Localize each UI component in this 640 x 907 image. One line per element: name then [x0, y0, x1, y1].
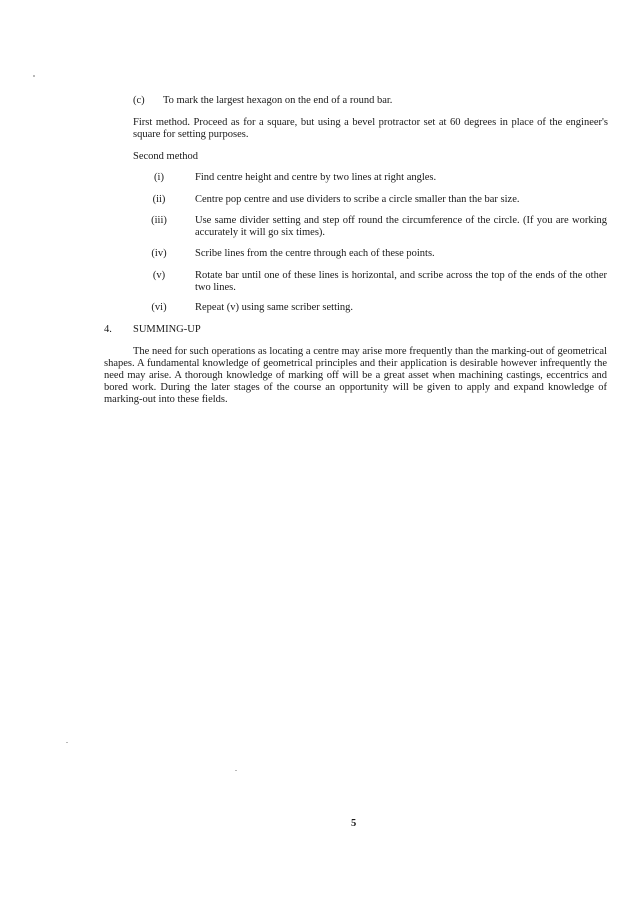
- summing-up-paragraph: The need for such operations as locating a centre may arise more frequently than the marking-out of geometrical shapes. A fundamental knowledge of geometrical principles and their application is desirable however infrequently the need may arise. A thorough knowledge of marking off will be a great asset when machining castings, eccentrics and bored work. During the later stages of the course an opportunity will be given to apply and expand knowledge of marking-out into these fields.: [104, 346, 607, 405]
- section-4-heading: SUMMING-UP: [133, 324, 201, 335]
- step-text: Repeat (v) using same scriber setting.: [195, 302, 354, 313]
- step-number: (v): [152, 270, 166, 281]
- second-method-heading: Second method: [133, 151, 199, 162]
- step-text: Centre pop centre and use dividers to scribe a circle smaller than the bar size.: [195, 194, 520, 205]
- step-number: (vi): [151, 302, 167, 313]
- step-text: Rotate bar until one of these lines is horizontal, and scribe across the top of the ends of the other two lines.: [195, 270, 607, 293]
- section-c-label: (c): [133, 95, 145, 106]
- page-number: 5: [351, 818, 357, 829]
- step-text: Find centre height and centre by two lines at right angles.: [195, 172, 437, 183]
- section-4-number: 4.: [104, 324, 112, 335]
- step-number: (i): [154, 172, 164, 183]
- scan-speck: [66, 742, 68, 743]
- step-number: (iv): [151, 248, 167, 259]
- scan-speck: [235, 770, 237, 771]
- step-number: (ii): [152, 194, 166, 205]
- scan-speck: [33, 75, 35, 77]
- step-text: Scribe lines from the centre through each of these points.: [195, 248, 435, 259]
- section-c-title: To mark the largest hexagon on the end of a round bar.: [163, 95, 393, 106]
- step-text: Use same divider setting and step off round the circumference of the circle. (If you are working accurately it will go six times).: [195, 215, 607, 238]
- step-number: (iii): [151, 215, 167, 226]
- first-method-paragraph: First method. Proceed as for a square, but using a bevel protractor set at 60 degrees in place of the engineer's square for setting purposes.: [133, 117, 608, 140]
